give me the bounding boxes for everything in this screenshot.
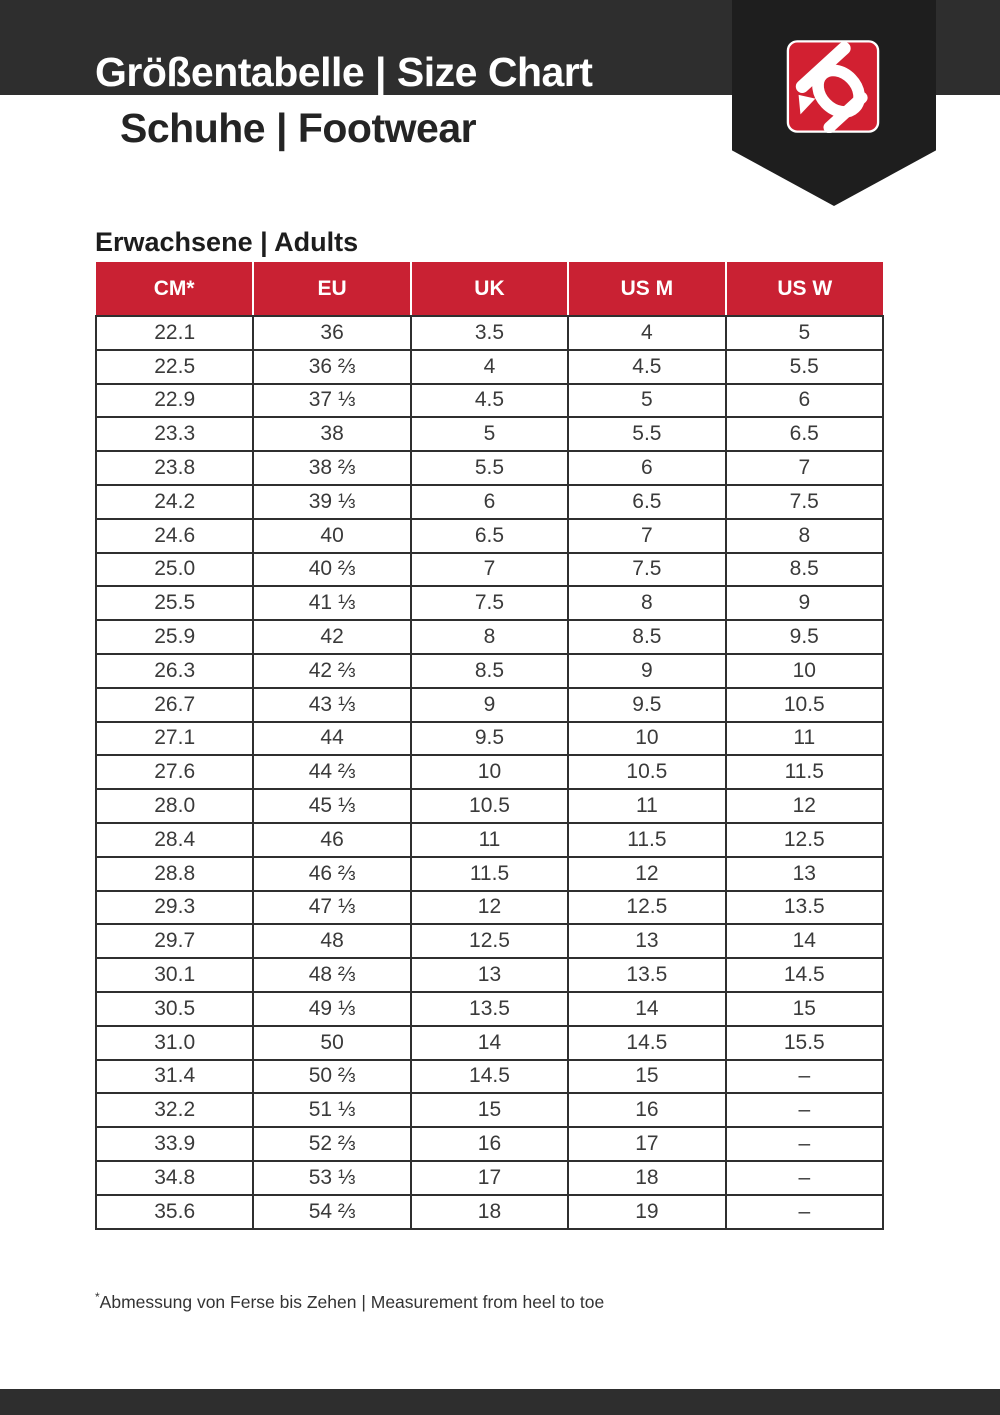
table-cell: 46 ⅔ bbox=[253, 857, 410, 891]
table-cell: 7.5 bbox=[726, 485, 883, 519]
table-cell: 38 ⅔ bbox=[253, 451, 410, 485]
table-cell: 36 ⅔ bbox=[253, 350, 410, 384]
table-cell: 19 bbox=[568, 1195, 725, 1229]
footnote-asterisk: * bbox=[95, 1290, 100, 1305]
table-cell: 25.9 bbox=[96, 620, 253, 654]
table-row bbox=[96, 1060, 883, 1094]
table-cell: 8.5 bbox=[726, 553, 883, 587]
table-cell: 24.6 bbox=[96, 519, 253, 553]
table-cell: 6 bbox=[568, 451, 725, 485]
table-cell: 5.5 bbox=[726, 350, 883, 384]
footnote-text: Abmessung von Ferse bis Zehen | Measurement from heel to toe bbox=[99, 1292, 605, 1312]
table-cell: 5 bbox=[411, 417, 568, 451]
table-cell: 6.5 bbox=[726, 417, 883, 451]
table-cell: 7 bbox=[411, 553, 568, 587]
table-cell: 14.5 bbox=[726, 958, 883, 992]
table-cell: 23.3 bbox=[96, 417, 253, 451]
table-cell: 35.6 bbox=[96, 1195, 253, 1229]
table-cell: – bbox=[726, 1161, 883, 1195]
table-row bbox=[96, 451, 883, 485]
table-cell: – bbox=[726, 1060, 883, 1094]
table-row bbox=[96, 384, 883, 418]
table-row bbox=[96, 654, 883, 688]
table-cell: 12.5 bbox=[568, 891, 725, 925]
table-cell: 44 ⅔ bbox=[253, 755, 410, 789]
table-row bbox=[96, 924, 883, 958]
header-row bbox=[96, 262, 883, 316]
table-cell: 13 bbox=[726, 857, 883, 891]
table-row bbox=[96, 1093, 883, 1127]
table-cell: 4 bbox=[568, 316, 725, 350]
table-cell: 50 bbox=[253, 1026, 410, 1060]
column-header-us-m: US M bbox=[568, 262, 725, 316]
table-cell: 12.5 bbox=[726, 823, 883, 857]
table-cell: 4.5 bbox=[568, 350, 725, 384]
table-cell: 14 bbox=[568, 992, 725, 1026]
table-cell: 29.3 bbox=[96, 891, 253, 925]
table-cell: 7 bbox=[726, 451, 883, 485]
table-cell: 39 ⅓ bbox=[253, 485, 410, 519]
table-cell: 5 bbox=[726, 316, 883, 350]
table-cell: 3.5 bbox=[411, 316, 568, 350]
table-cell: 14.5 bbox=[568, 1026, 725, 1060]
table-cell: 22.9 bbox=[96, 384, 253, 418]
size-chart-table bbox=[95, 262, 884, 1230]
table-cell: 28.4 bbox=[96, 823, 253, 857]
section-title: Erwachsene | Adults bbox=[95, 227, 359, 257]
table-cell: – bbox=[726, 1195, 883, 1229]
table-cell: 11 bbox=[568, 789, 725, 823]
table-row bbox=[96, 417, 883, 451]
table-row bbox=[96, 891, 883, 925]
table-cell: 6 bbox=[726, 384, 883, 418]
table-cell: 8.5 bbox=[411, 654, 568, 688]
table-cell: 34.8 bbox=[96, 1161, 253, 1195]
table-cell: 8.5 bbox=[568, 620, 725, 654]
table-row bbox=[96, 857, 883, 891]
table-cell: 27.1 bbox=[96, 722, 253, 756]
table-cell: 51 ⅓ bbox=[253, 1093, 410, 1127]
table-cell: 23.8 bbox=[96, 451, 253, 485]
table-cell: 9.5 bbox=[726, 620, 883, 654]
table-row bbox=[96, 789, 883, 823]
table-cell: 11 bbox=[726, 722, 883, 756]
footnote bbox=[95, 1292, 604, 1313]
table-cell: 11.5 bbox=[726, 755, 883, 789]
table-cell: 22.1 bbox=[96, 316, 253, 350]
table-cell: 18 bbox=[411, 1195, 568, 1229]
table-row bbox=[96, 688, 883, 722]
table-cell: 10.5 bbox=[726, 688, 883, 722]
table-cell: 5.5 bbox=[568, 417, 725, 451]
table-cell: 13.5 bbox=[726, 891, 883, 925]
table-cell: 48 bbox=[253, 924, 410, 958]
table-cell: 41 ⅓ bbox=[253, 586, 410, 620]
table-row bbox=[96, 722, 883, 756]
table-cell: 6 bbox=[411, 485, 568, 519]
table-row bbox=[96, 485, 883, 519]
table-cell: 9.5 bbox=[568, 688, 725, 722]
table-row bbox=[96, 755, 883, 789]
table-row bbox=[96, 553, 883, 587]
table-row bbox=[96, 958, 883, 992]
table-row bbox=[96, 1195, 883, 1229]
table-row bbox=[96, 1161, 883, 1195]
table-cell: 42 ⅔ bbox=[253, 654, 410, 688]
table-cell: 4 bbox=[411, 350, 568, 384]
column-header-cm: CM* bbox=[96, 262, 253, 316]
page-subtitle: Schuhe | Footwear bbox=[120, 105, 477, 151]
table-cell: 5.5 bbox=[411, 451, 568, 485]
table-cell: 12.5 bbox=[411, 924, 568, 958]
table-cell: 7.5 bbox=[411, 586, 568, 620]
table-cell: 15 bbox=[411, 1093, 568, 1127]
table-cell: 54 ⅔ bbox=[253, 1195, 410, 1229]
page-title: Größentabelle | Size Chart bbox=[95, 49, 593, 95]
table-cell: 10 bbox=[411, 755, 568, 789]
table-cell: 15 bbox=[568, 1060, 725, 1094]
table-cell: 29.7 bbox=[96, 924, 253, 958]
table-cell: 30.5 bbox=[96, 992, 253, 1026]
column-header-eu: EU bbox=[253, 262, 410, 316]
table-cell: 10 bbox=[568, 722, 725, 756]
table-cell: 6.5 bbox=[411, 519, 568, 553]
table-cell: 11.5 bbox=[411, 857, 568, 891]
table-cell: 4.5 bbox=[411, 384, 568, 418]
column-header-us-w: US W bbox=[726, 262, 883, 316]
table-cell: 47 ⅓ bbox=[253, 891, 410, 925]
table-cell: 8 bbox=[568, 586, 725, 620]
size-chart-table-header bbox=[96, 262, 883, 316]
table-cell: 31.0 bbox=[96, 1026, 253, 1060]
table-cell: 36 bbox=[253, 316, 410, 350]
table-cell: 7 bbox=[568, 519, 725, 553]
column-header-uk: UK bbox=[411, 262, 568, 316]
table-cell: 18 bbox=[568, 1161, 725, 1195]
table-cell: 9 bbox=[568, 654, 725, 688]
table-cell: 17 bbox=[411, 1161, 568, 1195]
table-cell: 26.3 bbox=[96, 654, 253, 688]
table-cell: 11 bbox=[411, 823, 568, 857]
table-cell: 9.5 bbox=[411, 722, 568, 756]
table-cell: 13.5 bbox=[568, 958, 725, 992]
table-cell: 6.5 bbox=[568, 485, 725, 519]
table-cell: 30.1 bbox=[96, 958, 253, 992]
table-cell: 13 bbox=[568, 924, 725, 958]
table-cell: 5 bbox=[568, 384, 725, 418]
table-row bbox=[96, 992, 883, 1026]
table-row bbox=[96, 620, 883, 654]
table-cell: 14 bbox=[726, 924, 883, 958]
table-cell: 38 bbox=[253, 417, 410, 451]
table-cell: 7.5 bbox=[568, 553, 725, 587]
table-cell: 40 ⅔ bbox=[253, 553, 410, 587]
table-row bbox=[96, 1127, 883, 1161]
table-cell: 27.6 bbox=[96, 755, 253, 789]
table-cell: 14.5 bbox=[411, 1060, 568, 1094]
table-cell: 12 bbox=[726, 789, 883, 823]
table-cell: 10.5 bbox=[411, 789, 568, 823]
table-cell: 10.5 bbox=[568, 755, 725, 789]
table-cell: 48 ⅔ bbox=[253, 958, 410, 992]
table-row bbox=[96, 350, 883, 384]
table-cell: 8 bbox=[411, 620, 568, 654]
table-cell: 25.5 bbox=[96, 586, 253, 620]
size-chart-table-body bbox=[96, 316, 883, 1229]
table-cell: 25.0 bbox=[96, 553, 253, 587]
table-cell: 15.5 bbox=[726, 1026, 883, 1060]
table-cell: 22.5 bbox=[96, 350, 253, 384]
table-cell: 52 ⅔ bbox=[253, 1127, 410, 1161]
table-row bbox=[96, 586, 883, 620]
table-cell: 24.2 bbox=[96, 485, 253, 519]
table-cell: 32.2 bbox=[96, 1093, 253, 1127]
table-cell: 11.5 bbox=[568, 823, 725, 857]
table-cell: 46 bbox=[253, 823, 410, 857]
table-cell: 8 bbox=[726, 519, 883, 553]
table-cell: 9 bbox=[411, 688, 568, 722]
table-cell: 28.0 bbox=[96, 789, 253, 823]
table-row bbox=[96, 316, 883, 350]
table-cell: 10 bbox=[726, 654, 883, 688]
table-cell: 53 ⅓ bbox=[253, 1161, 410, 1195]
table-cell: 37 ⅓ bbox=[253, 384, 410, 418]
table-cell: – bbox=[726, 1127, 883, 1161]
table-cell: 44 bbox=[253, 722, 410, 756]
table-row bbox=[96, 823, 883, 857]
table-row bbox=[96, 519, 883, 553]
table-cell: 45 ⅓ bbox=[253, 789, 410, 823]
table-row bbox=[96, 1026, 883, 1060]
five-ten-logo-icon bbox=[786, 40, 880, 133]
table-cell: 13 bbox=[411, 958, 568, 992]
table-cell: 31.4 bbox=[96, 1060, 253, 1094]
table-cell: 14 bbox=[411, 1026, 568, 1060]
table-cell: 49 ⅓ bbox=[253, 992, 410, 1026]
table-cell: 12 bbox=[568, 857, 725, 891]
bottom-bar bbox=[0, 1389, 1000, 1415]
table-cell: 13.5 bbox=[411, 992, 568, 1026]
table-cell: 16 bbox=[411, 1127, 568, 1161]
table-cell: 26.7 bbox=[96, 688, 253, 722]
table-cell: 40 bbox=[253, 519, 410, 553]
table-cell: 16 bbox=[568, 1093, 725, 1127]
table-cell: 17 bbox=[568, 1127, 725, 1161]
table-cell: 12 bbox=[411, 891, 568, 925]
table-cell: 9 bbox=[726, 586, 883, 620]
table-cell: 43 ⅓ bbox=[253, 688, 410, 722]
table-cell: 15 bbox=[726, 992, 883, 1026]
table-cell: 42 bbox=[253, 620, 410, 654]
table-cell: 50 ⅔ bbox=[253, 1060, 410, 1094]
table-cell: – bbox=[726, 1093, 883, 1127]
brand-banner-ribbon bbox=[732, 0, 936, 206]
table-cell: 28.8 bbox=[96, 857, 253, 891]
table-cell: 33.9 bbox=[96, 1127, 253, 1161]
